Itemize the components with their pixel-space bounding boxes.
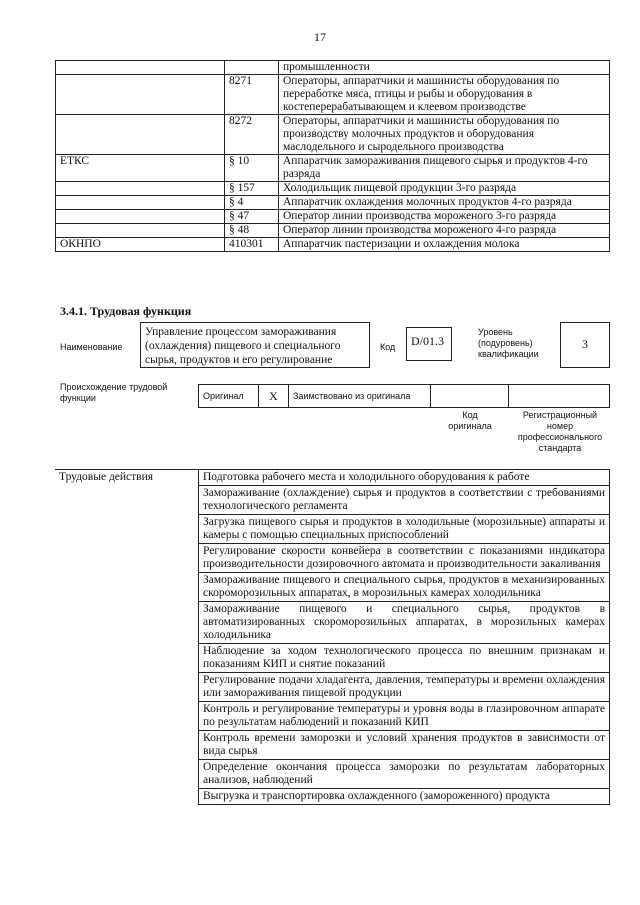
reg-number-cell (508, 384, 610, 408)
orig-code-cell (430, 384, 508, 408)
classifier-title: Аппаратчик пастеризации и охлаждения молока (279, 238, 610, 252)
classifier-name (56, 224, 225, 238)
classifier-title: Аппаратчик замораживания пищевого сырья и продуктов 4-го разряда (279, 155, 610, 182)
actions-table (55, 469, 610, 805)
classifier-title: Операторы, аппаратчики и машинисты оборудования по переработке мяса, птицы и рыбы и оборудования в костеперерабатывающем и клеевом производстве (279, 75, 610, 115)
action-item: Выгрузка и транспортировка охлажденного (замороженного) продукта (199, 789, 610, 805)
classifier-code: § 48 (225, 224, 279, 238)
action-item: Замораживание пищевого и специального сырья, продуктов в механизированных скороморозильных аппаратах, в морозильных камерах холодильника (199, 573, 610, 602)
classifier-name (56, 196, 225, 210)
table-row (56, 155, 610, 182)
function-name-box: Управление процессом замораживания (охлаждения) пищевого и специального сырья, продуктов и его регулирование (140, 322, 370, 368)
table-row (56, 75, 610, 115)
original-label: Оригинал (198, 384, 258, 408)
action-item: Подготовка рабочего места и холодильного оборудования к работе (199, 470, 610, 486)
classifier-name (56, 75, 225, 115)
level-label: Уровень (подуровень) квалификации (478, 327, 539, 359)
actions-heading: Трудовые действия (55, 470, 199, 805)
table-row (56, 115, 610, 155)
classification-table (55, 60, 610, 252)
classifier-code: 8271 (225, 75, 279, 115)
function-code-box: D/01.3 (406, 327, 452, 361)
table-row (56, 210, 610, 224)
classifier-name: ОКНПО (56, 238, 225, 252)
action-item: Контроль времени заморозки и условий хранения продуктов в зависимости от вида сырья (199, 731, 610, 760)
action-item: Регулирование скорости конвейера в соответствии с показаниями индикатора производительности дозировочного автомата и производительности закаливания (199, 544, 610, 573)
classifier-code: § 4 (225, 196, 279, 210)
classifier-code: 8272 (225, 115, 279, 155)
classifier-code: § 157 (225, 182, 279, 196)
borrowed-label: Заимствовано из оригинала (288, 384, 430, 408)
action-item: Замораживание пищевого и специального сырья, продуктов в автоматизированных скороморозильных аппаратах, в морозильных камерах холодильника (199, 602, 610, 644)
classifier-name (56, 182, 225, 196)
classifier-name (56, 61, 225, 75)
table-row (56, 238, 610, 252)
table-row (56, 182, 610, 196)
section-title: 3.4.1. Трудовая функция (60, 304, 192, 318)
action-item: Определение окончания процесса заморозки по результатам лабораторных анализов, наблюдений (199, 760, 610, 789)
page-number: 17 (314, 30, 326, 44)
classifier-code: § 10 (225, 155, 279, 182)
classifier-name (56, 115, 225, 155)
origin-row (198, 384, 610, 408)
classifier-code (225, 61, 279, 75)
classifier-title: промышленности (279, 61, 610, 75)
classifier-code: 410301 (225, 238, 279, 252)
classifier-name (56, 210, 225, 224)
reg-number-label: Регистрационный номер профессионального стандарта (517, 410, 603, 453)
classifier-title: Холодильщик пищевой продукции 3-го разряда (279, 182, 610, 196)
classifier-title: Операторы, аппаратчики и машинисты оборудования по производству молочных продуктов и оборудования маслодельного и сыродельного производства (279, 115, 610, 155)
table-row (56, 61, 610, 75)
action-item: Наблюдение за ходом технологического процесса по внешним признакам и показаниям КИП и снятие показаний (199, 644, 610, 673)
classifier-code: § 47 (225, 210, 279, 224)
classifier-name: ЕТКС (56, 155, 225, 182)
action-item: Замораживание (охлаждение) сырья и продуктов в соответствии с требованиями технологического регламента (199, 486, 610, 515)
table-row (56, 224, 610, 238)
original-mark: X (258, 384, 288, 408)
level-box: 3 (560, 322, 610, 368)
table-row (56, 196, 610, 210)
name-label: Наименование (60, 342, 123, 352)
table-row (55, 470, 610, 486)
classifier-title: Оператор линии производства мороженого 4-го разряда (279, 224, 610, 238)
action-item: Контроль и регулирование температуры и уровня воды в глазировочном аппарате по результатам наблюдений и показаний КИП (199, 702, 610, 731)
action-item: Загрузка пищевого сырья и продуктов в холодильные (морозильные) аппараты и камеры с помощью специальных приспособлений (199, 515, 610, 544)
code-label: Код (380, 342, 396, 352)
origin-label: Происхождение трудовой функции (60, 382, 168, 403)
action-item: Регулирование подачи хладагента, давления, температуры и времени охлаждения или замораживания пищевой продукции (199, 673, 610, 702)
classifier-title: Аппаратчик охлаждения молочных продуктов 4-го разряда (279, 196, 610, 210)
orig-code-label: Код оригинала (448, 410, 492, 431)
classifier-title: Оператор линии производства мороженого 3-го разряда (279, 210, 610, 224)
